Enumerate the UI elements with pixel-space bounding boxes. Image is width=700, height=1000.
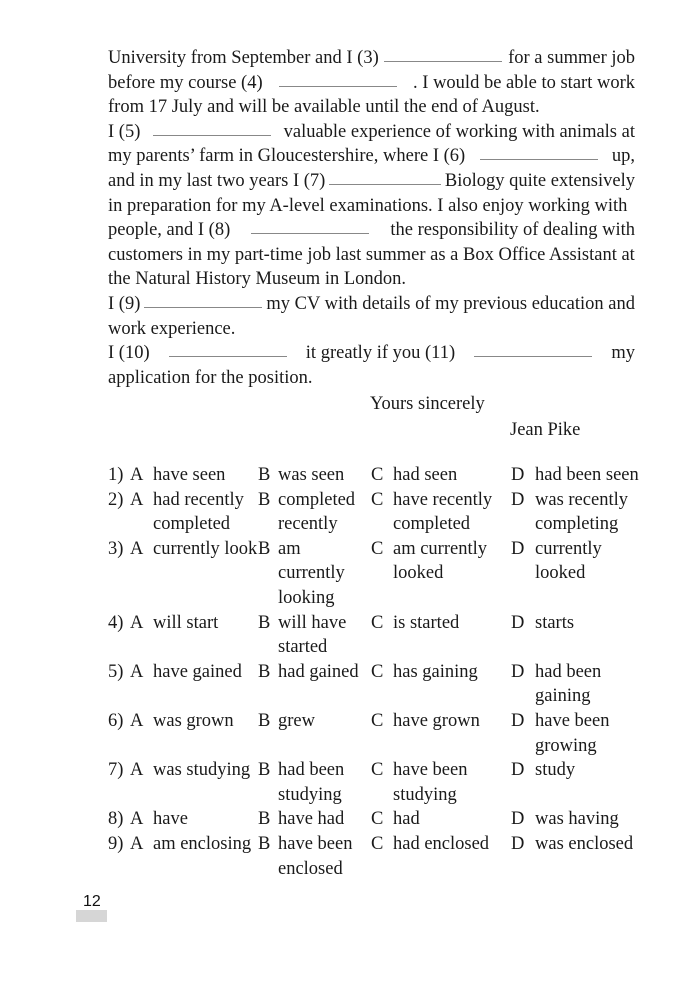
option-row [108,709,638,758]
option-text-c[interactable]: is started [393,612,460,633]
option-text-d[interactable]: have been growing [535,710,610,756]
option-letter-a[interactable]: A [130,809,144,830]
option-text-c[interactable]: had [393,809,420,830]
option-letter-d[interactable]: D [511,465,525,485]
letter-text: my CV with details of my previous education and [266,293,635,314]
letter-text: my parents’ farm in Gloucestershire, where I (6) [108,146,466,167]
option-letter-d[interactable]: D [511,489,525,510]
answer-blank[interactable] [480,144,598,160]
option-text-d[interactable]: was enclosed [535,833,634,854]
option-letter-c[interactable]: C [371,661,384,682]
letter-text: the responsibility of dealing with [390,220,635,241]
option-text-a[interactable]: was grown [153,710,234,731]
question-number: 7) [108,760,124,781]
letter-text: University from September and I (3) [108,48,379,68]
option-letter-d[interactable]: D [511,661,525,682]
option-letter-b[interactable]: B [258,760,271,781]
question-number: 8) [108,809,124,830]
letter-line [108,194,635,219]
option-letter-a[interactable]: A [130,489,144,510]
option-text-b[interactable]: grew [278,710,315,731]
answer-blank[interactable] [251,218,369,234]
letter-line [108,71,635,96]
letter-text: application for the position. [108,367,313,388]
question-number: 3) [108,538,124,559]
letter-text: it greatly if you (11) [305,343,456,364]
option-row [108,488,638,537]
option-letter-c[interactable]: C [371,612,384,633]
option-letter-d[interactable]: D [511,833,525,854]
option-text-d[interactable]: was recently completing [535,489,628,535]
signature: Jean Pike [510,420,581,440]
option-text-d[interactable]: currently looked [535,538,602,584]
option-letter-b[interactable]: B [258,710,271,731]
answer-blank[interactable] [329,169,441,185]
option-text-c[interactable]: had enclosed [393,833,490,854]
letter-body [108,46,635,390]
option-letter-c[interactable]: C [371,833,384,854]
closing: Yours sincerely [370,394,485,414]
answer-blank[interactable] [474,341,592,357]
option-text-a[interactable]: have seen [153,465,226,485]
letter-line [108,317,635,342]
letter-text: from 17 July and will be available until the end of August. [108,97,540,118]
option-letter-d[interactable]: D [511,538,525,559]
option-letter-b[interactable]: B [258,538,271,559]
option-letter-d[interactable]: D [511,809,525,830]
letter-text: for a summer job [508,48,635,68]
option-text-b[interactable]: will have started [278,612,347,658]
question-number: 5) [108,661,124,682]
letter-line [108,292,635,317]
letter-text: in preparation for my A-level examinations. I also enjoy working with [108,195,628,216]
option-text-b[interactable]: have had [278,809,345,830]
option-text-c[interactable]: has gaining [393,661,478,682]
option-letter-d[interactable]: D [511,760,525,781]
option-text-b[interactable]: have been enclosed [278,833,353,879]
question-number: 1) [108,465,124,485]
letter-text: valuable experience of working with animals at [283,121,635,142]
letter-line [108,243,635,268]
option-text-b[interactable]: am currently looking [278,538,345,608]
option-row [108,660,638,709]
letter-line [108,95,635,120]
answer-blank[interactable] [279,71,397,87]
option-text-a[interactable]: have [153,809,188,830]
option-row [108,611,638,660]
answer-blank[interactable] [153,120,271,136]
option-text-a[interactable]: am enclosing [153,833,252,854]
option-letter-c[interactable]: C [371,809,384,830]
letter-line [108,218,635,243]
letter-text: I (9) [108,293,141,314]
letter-line [108,169,635,194]
option-letter-b[interactable]: B [258,661,271,682]
letter-text: Biology quite extensively [444,170,635,191]
option-letter-c[interactable]: C [371,538,384,559]
option-text-a[interactable]: currently look [153,538,258,559]
letter-text: work experience. [108,318,236,339]
answer-blank[interactable] [384,46,502,62]
letter-text: before my course (4) [108,72,263,93]
option-letter-a[interactable]: A [130,760,144,781]
option-text-b[interactable]: had been studying [278,760,345,805]
letter-text: I (10) [108,343,150,364]
letter-line [108,144,635,169]
option-letter-c[interactable]: C [371,465,384,485]
option-letter-b[interactable]: B [258,833,271,854]
option-row [108,537,638,611]
option-row [108,758,638,807]
option-letter-a[interactable]: A [130,661,144,682]
option-text-a[interactable]: will start [153,612,219,633]
option-letter-a[interactable]: A [130,710,144,731]
option-text-c[interactable]: have grown [393,710,480,731]
option-text-a[interactable]: had recently completed [153,489,244,535]
letter-text: up, [611,146,635,167]
letter-text: the Natural History Museum in London. [108,269,407,290]
option-letter-c[interactable]: C [371,489,384,510]
letter-text: my [611,343,635,364]
option-letter-b[interactable]: B [258,489,271,510]
question-number: 6) [108,710,124,731]
letter-text: . I would be able to start work [413,72,635,93]
option-letter-c[interactable]: C [371,760,384,781]
option-row [108,832,638,881]
letter-line [108,120,635,145]
letter-text: people, and I (8) [108,220,231,241]
option-text-a[interactable]: was studying [153,760,251,781]
option-text-d[interactable]: starts [535,612,575,633]
letter-line [108,267,635,292]
letter-text: customers in my part-time job last summer as a Box Office Assistant at [108,244,635,265]
option-letter-b[interactable]: B [258,465,271,485]
answer-options [108,463,638,881]
letter-text: and in my last two years I (7) [108,170,326,191]
option-letter-c[interactable]: C [371,710,384,731]
page-number: 12 [83,893,101,910]
option-letter-d[interactable]: D [511,710,525,731]
option-row [108,807,638,832]
letter-text: I (5) [108,121,141,142]
letter-line [108,46,635,71]
option-text-c[interactable]: have recently completed [393,489,493,535]
option-text-c[interactable]: have been studying [393,760,468,805]
option-letter-a[interactable]: A [130,465,144,485]
option-text-b[interactable]: completed recently [278,489,356,535]
question-number: 9) [108,833,124,854]
letter-line [108,341,635,366]
option-letter-b[interactable]: B [258,612,271,633]
question-number: 4) [108,612,124,633]
answer-blank[interactable] [144,292,262,308]
option-text-c[interactable]: am currently looked [393,538,487,584]
page-number-bar [76,910,107,922]
option-text-a[interactable]: have gained [153,661,242,682]
answer-blank[interactable] [169,341,287,357]
option-letter-a[interactable]: A [130,612,144,633]
option-text-d[interactable]: was having [535,809,619,830]
option-text-d[interactable]: had been seen [535,465,639,485]
question-number: 2) [108,489,124,510]
letter-line [108,366,635,391]
option-letter-d[interactable]: D [511,612,525,633]
option-row [108,463,638,488]
option-text-b[interactable]: was seen [278,465,345,485]
option-text-d[interactable]: study [535,760,576,781]
option-text-c[interactable]: had seen [393,465,458,485]
option-text-d[interactable]: had been gaining [535,661,602,707]
option-letter-a[interactable]: A [130,833,144,854]
option-letter-b[interactable]: B [258,809,271,830]
option-letter-a[interactable]: A [130,538,144,559]
option-text-b[interactable]: had gained [278,661,359,682]
